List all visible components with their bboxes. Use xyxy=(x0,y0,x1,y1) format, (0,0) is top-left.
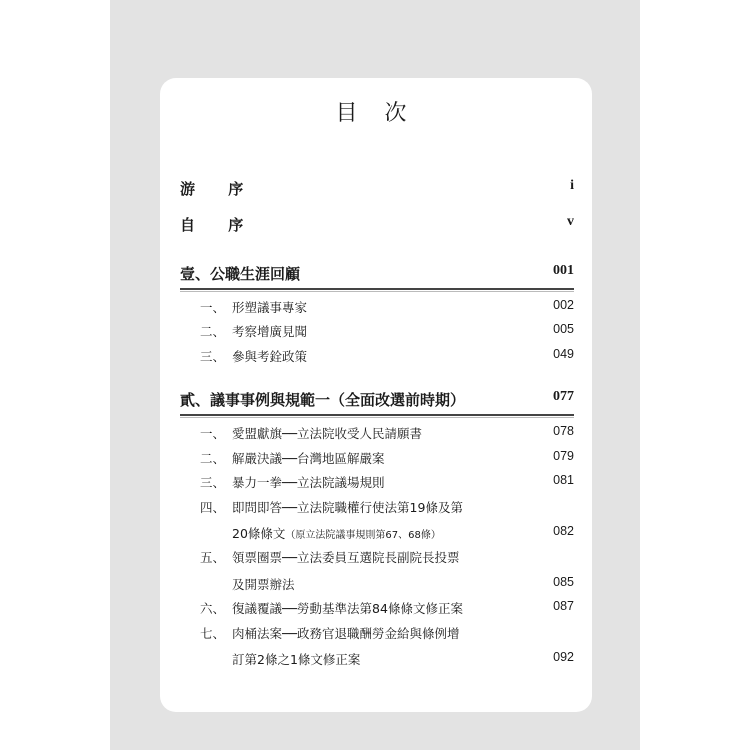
item-number: 二、 xyxy=(200,324,226,339)
chapter-label: 貳、議事事例與規範一（全面改選前時期） xyxy=(180,391,466,409)
item-number: 三、 xyxy=(200,349,226,364)
item-page: 092 xyxy=(553,650,574,664)
item-number: 三、 xyxy=(200,475,226,490)
item-title-continued: 20條條文 xyxy=(232,526,286,541)
item-title: 即問即答──立法院職權行使法第19條及第 xyxy=(232,500,463,515)
item-page: 078 xyxy=(553,424,574,438)
item-title: 肉桶法案──政務官退職酬勞金給與條例增 xyxy=(232,626,460,641)
item-number: 二、 xyxy=(200,451,226,466)
toc-page xyxy=(160,78,592,712)
item-page: 082 xyxy=(553,524,574,538)
item-title: 解嚴決議──台灣地區解嚴案 xyxy=(232,451,385,466)
item-title: 領票圈票──立法委員互選院長副院長投票 xyxy=(232,550,460,565)
item-page: 087 xyxy=(553,599,574,613)
item-number: 一、 xyxy=(200,426,226,441)
item-title: 暴力一拳──立法院議場規則 xyxy=(232,475,385,490)
item-title: 復議覆議──勞動基準法第84條條文修正案 xyxy=(232,601,463,616)
chapter-page: 077 xyxy=(553,389,574,404)
entry-page: v xyxy=(567,214,574,229)
chapter-page: 001 xyxy=(553,263,574,278)
item-page: 081 xyxy=(553,473,574,487)
item-page: 085 xyxy=(553,575,574,589)
item-title: 愛盟獻旗──立法院收受人民請願書 xyxy=(232,426,423,441)
item-number: 六、 xyxy=(200,601,226,616)
item-title: 考察增廣見聞 xyxy=(232,324,308,339)
item-title: 參與考銓政策 xyxy=(232,349,308,364)
page-title: 目 次 xyxy=(335,101,417,126)
chapter-divider xyxy=(180,288,574,290)
item-page: 002 xyxy=(553,298,574,312)
entry-label: 自 序 xyxy=(180,216,258,234)
item-title-continued: 訂第2條之1條文修正案 xyxy=(232,652,361,667)
item-number: 一、 xyxy=(200,300,226,315)
item-number: 四、 xyxy=(200,500,226,515)
item-page: 005 xyxy=(553,322,574,336)
item-page: 049 xyxy=(553,347,574,361)
item-page: 079 xyxy=(553,449,574,463)
item-number: 五、 xyxy=(200,550,226,565)
entry-label: 游 序 xyxy=(180,180,258,198)
chapter-divider xyxy=(180,414,574,416)
item-note: （原立法院議事規則第67、68條） xyxy=(285,530,441,541)
item-number: 七、 xyxy=(200,626,226,641)
item-title: 形塑議事專家 xyxy=(232,300,308,315)
entry-page: i xyxy=(570,178,574,193)
item-title-continued: 及開票辦法 xyxy=(232,577,295,592)
chapter-label: 壹、公職生涯回顧 xyxy=(180,265,301,283)
